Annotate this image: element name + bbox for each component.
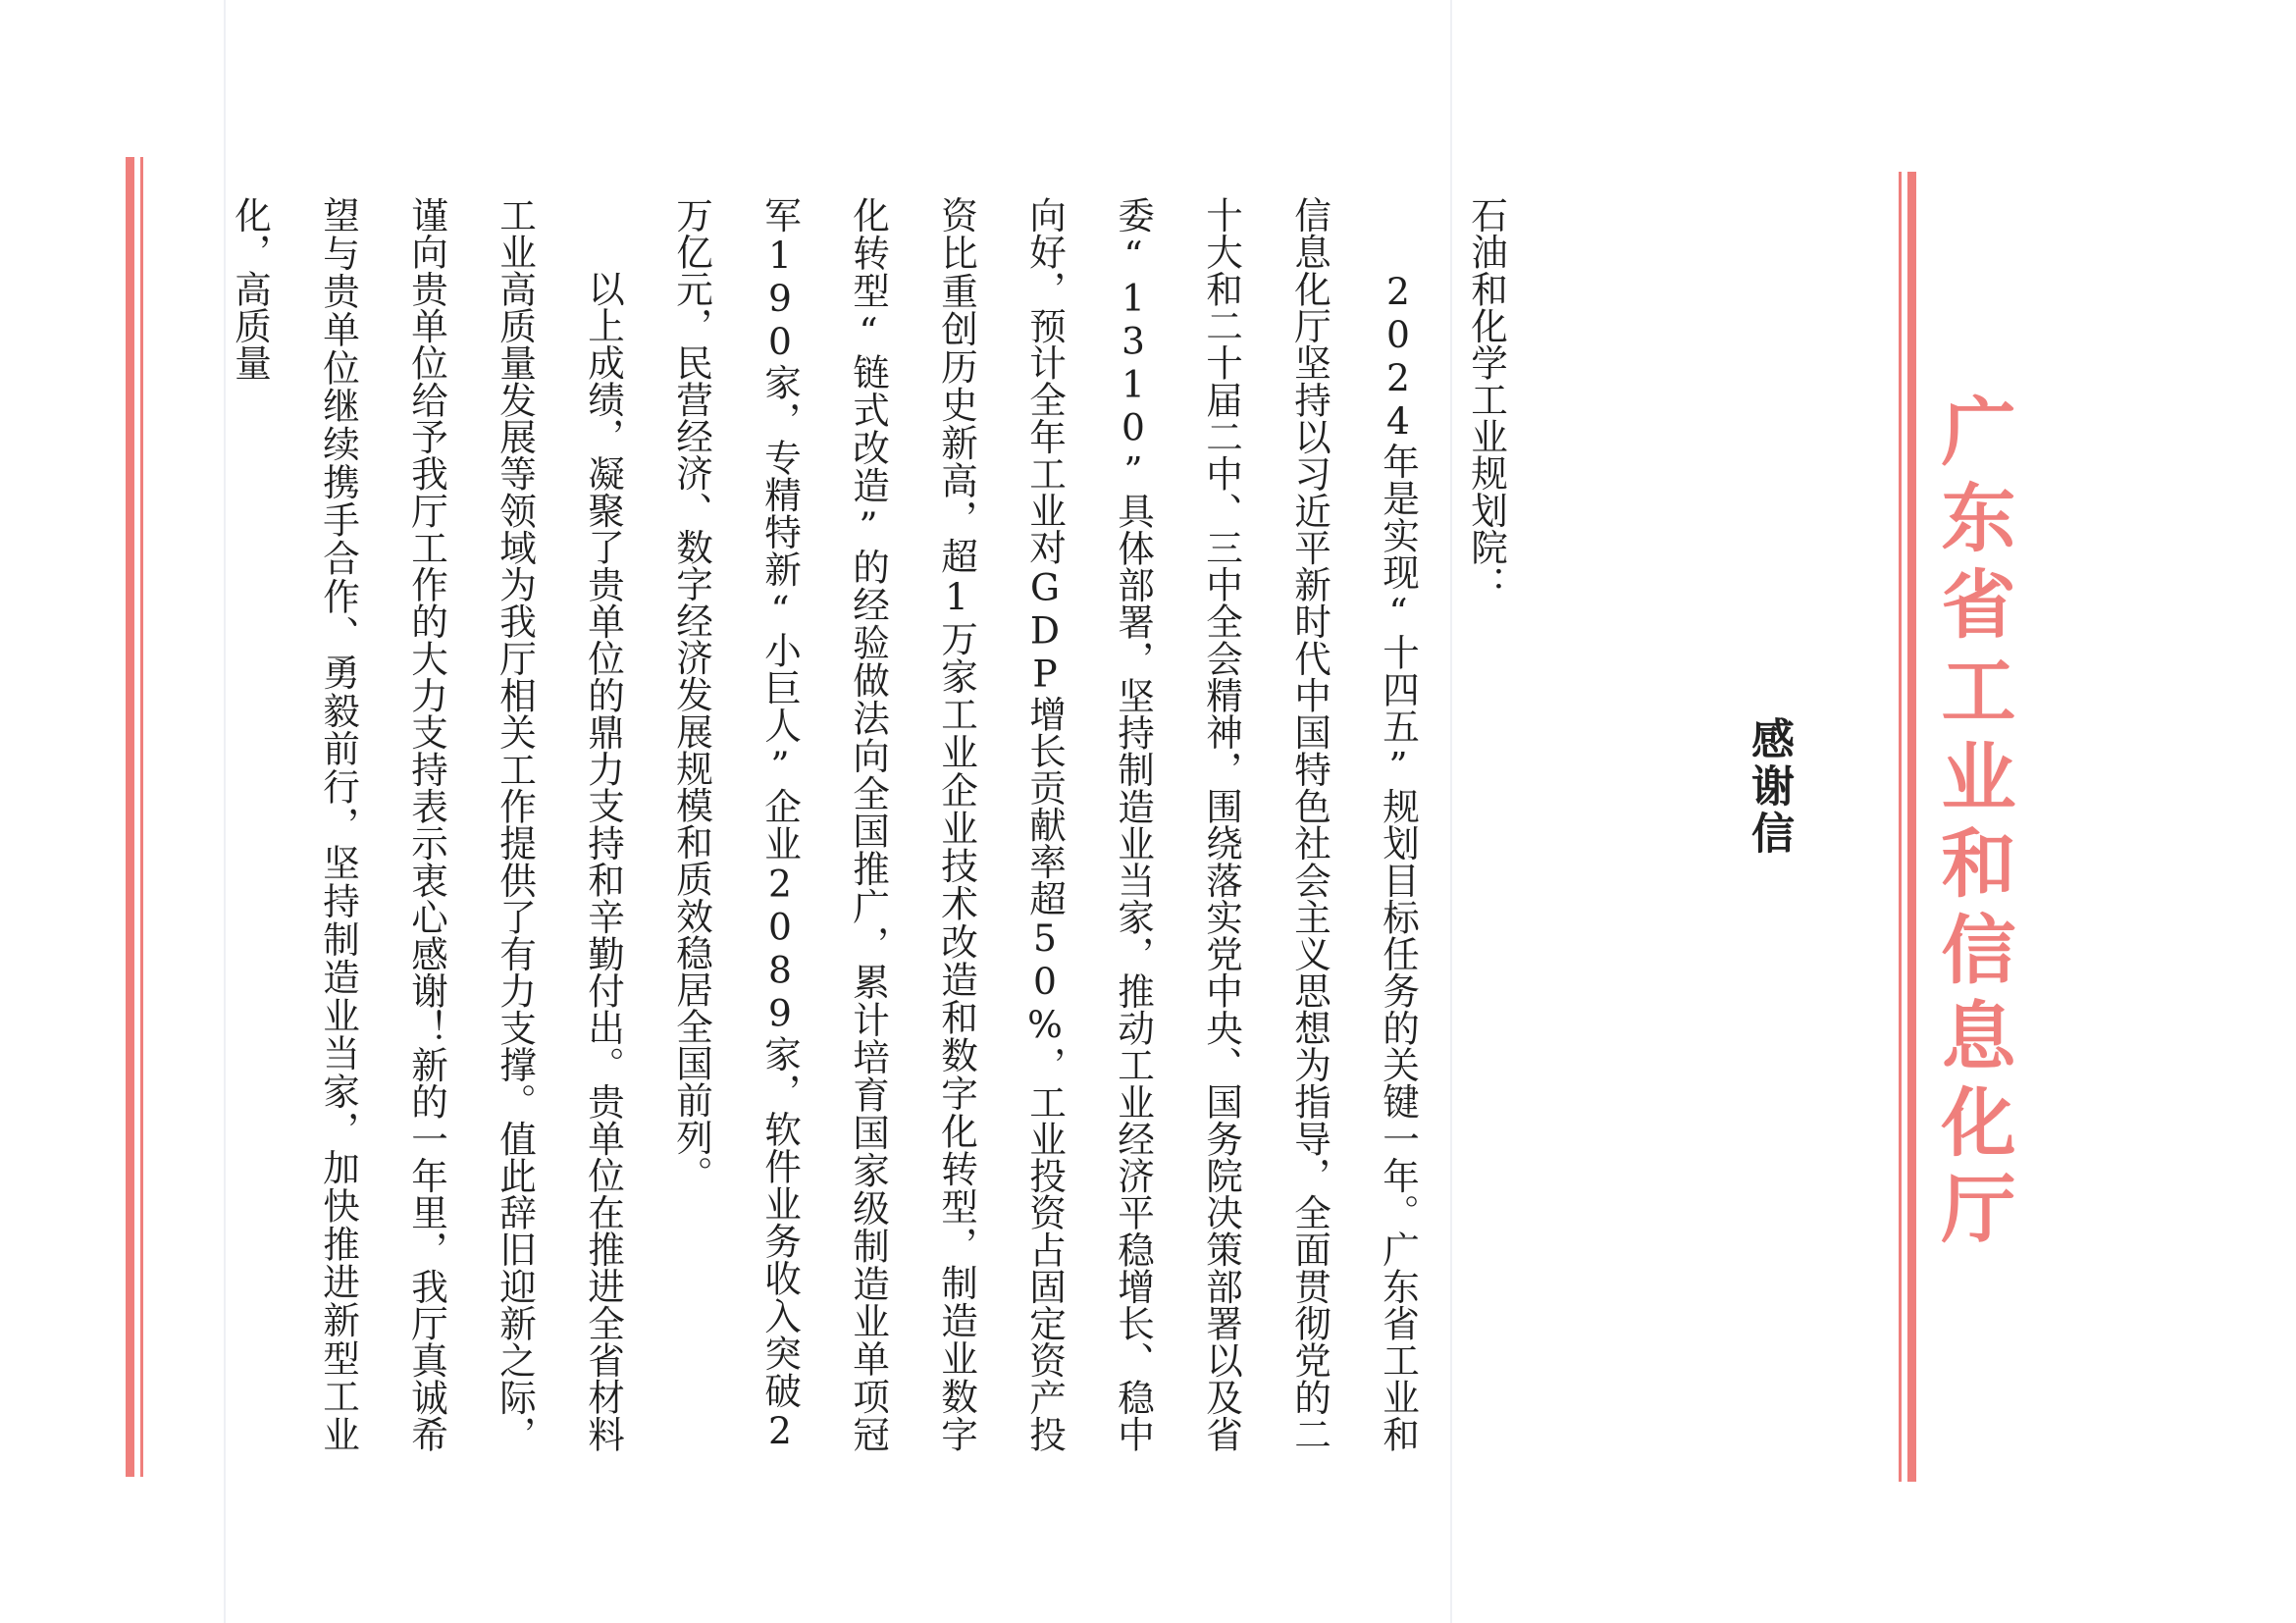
letter-body: [206, 196, 1531, 1452]
letter-paragraph-1: 2024年是实现“十四五”规划目标任务的关键一年。广东省工业和信息化厅坚持以习近平新时代中国特色社会主义思想为指导，全面贯彻党的二十大和二十届二中、三中全会精神，围绕落实党中央、国务院决策部署以及省委“1310”具体部署，坚持制造业当家，推动工业经济平稳增长、稳中向好，预计全年工业对GDP增长贡献率超50%，工业投资占固定资产投资比重创历史新高，超1万家工业企业技术改造和数字化转型，制造业数字化转型“链式改造”的经验做法向全国推广，累计培育国家级制造业单项冠军190家，专精特新“小巨人”企业2089家，软件业务收入突破2万亿元，民营经济、数字经济发展规模和质效稳居全国前列。: [670, 196, 1420, 1452]
letterhead-rule-left: [1899, 172, 1902, 1482]
letterhead-org-name: 广东省工业和信息化厅: [1929, 393, 2016, 1256]
letter-title: 感谢信: [1744, 716, 1794, 858]
letter-salutation: 石油和化学工业规划院：: [1465, 196, 1508, 602]
footer-rule-thin: [140, 157, 143, 1477]
footer-rule-thick: [126, 157, 134, 1477]
letterhead-rule-left-thick: [1907, 172, 1916, 1482]
letter-paragraph-2: 以上成绩，凝聚了贵单位的鼎力支持和辛勤付出。贵单位在推进全省材料工业高质量发展等领域为我厅相关工作提供了有力支撑。值此辞旧迎新之际，谨向贵单位给予我厅工作的大力支持表示衷心感谢！新的一年里，我厅真诚希望与贵单位继续携手合作、勇毅前行，坚持制造业当家，加快推进新型工业化，高质量: [229, 196, 625, 1452]
